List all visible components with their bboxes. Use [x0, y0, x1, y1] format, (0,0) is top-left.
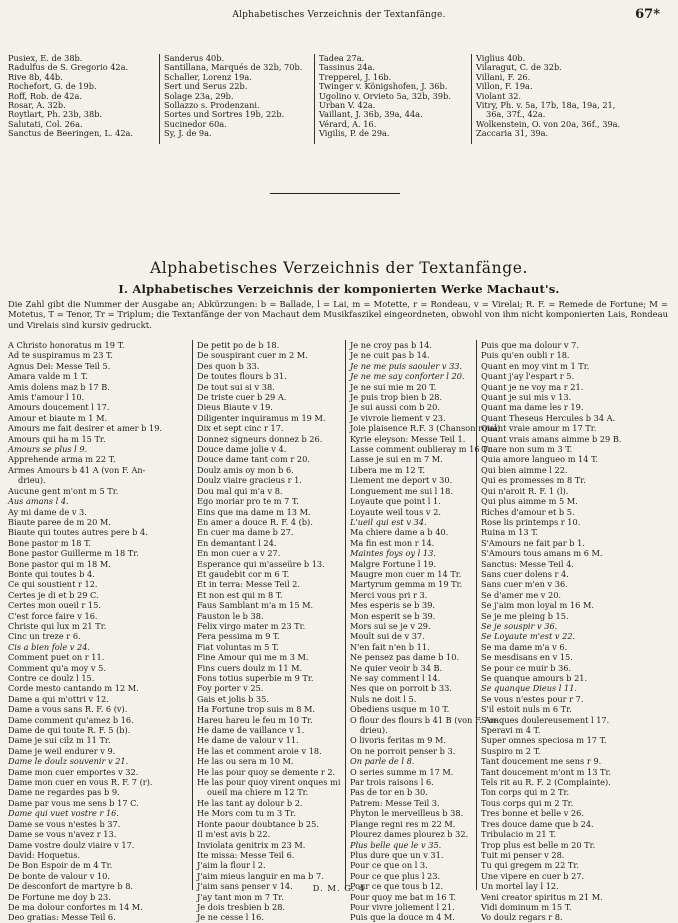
index-entry: Speravi m 4 T.	[481, 725, 541, 736]
index-entry: Wolkenstein, O. von 20a, 36f., 39a.	[476, 118, 621, 129]
index-entry: Solage 23a, 29b.	[164, 90, 234, 101]
index-entry: He las ou sera m 10 M.	[197, 756, 294, 767]
index-entry: Moult sui de v 37.	[350, 631, 425, 642]
composer-index-column-3	[314, 54, 471, 144]
index-entry: Amis t'amour l 10.	[8, 392, 85, 403]
index-entry: Martyrum gemma m 19 Tr.	[350, 579, 463, 590]
index-entry: Certes je di et b 29 C.	[8, 589, 99, 600]
index-entry: Bonte qui toutes b 4.	[8, 568, 95, 579]
index-entry: Ego moriar pro te m 7 T.	[197, 496, 299, 507]
index-entry: Je puis trop bien b 28.	[350, 392, 443, 403]
index-entry: Maugre mon cuer m 14 Tr.	[350, 568, 462, 579]
index-entry: Villon, F. 19a.	[476, 81, 533, 92]
index-entry: Quant je ne voy ma r 21.	[481, 381, 584, 392]
index-entry: O series summe m 17 M.	[350, 766, 454, 777]
index-entry: Liement me deport v 30.	[350, 475, 453, 486]
printer-signature: D. M. G. 4	[312, 883, 366, 893]
index-entry: Bone pastor Guillerme m 18 Tr.	[8, 548, 139, 559]
index-entry: Ne say comment l 14.	[350, 673, 441, 683]
index-entry: Qui n'aroit R. F. 1 (l).	[481, 485, 569, 496]
index-entry: On ne porroit penser b 3.	[350, 745, 456, 756]
index-entry: Felix virgo mater m 23 Tr.	[197, 620, 306, 631]
index-entry: Quant vrais amans aimme b 29 B.	[481, 433, 622, 444]
index-entry: Super omnes speciosa m 17 T.	[481, 735, 607, 746]
index-entry: Tribulacio m 21 T.	[481, 829, 556, 840]
index-entry: S'Amours tous amans m 6 M.	[481, 548, 603, 559]
index-entry: Se pour ce muir b 36.	[481, 662, 572, 673]
index-entry: Se vous n'estes pour r 7.	[481, 693, 584, 704]
index-entry: Plange regni res m 22 M.	[350, 818, 456, 829]
index-entry: Et non est qui m 8 T.	[197, 589, 283, 600]
index-entry: Biaute qui toutes autres pere b 4.	[8, 527, 148, 538]
index-entry: Christe qui lux m 21 Tr.	[8, 620, 107, 631]
index-entry: En demantant l 24.	[197, 537, 277, 548]
index-entry: Puis que la douce m 4 M.	[350, 912, 455, 923]
index-entry: Phyton le merveilleus b 38.	[350, 808, 464, 819]
index-entry: Rose lis printemps r 10.	[481, 516, 581, 527]
index-entry: Doulz viaire gracieus r 1.	[197, 475, 302, 486]
index-entry: Mes esperis se b 39.	[350, 600, 436, 611]
index-entry: J'aim la flour l 2.	[197, 860, 266, 871]
index-entry: Pour quoy me bat m 16 T.	[350, 891, 457, 902]
index-entry: Quant ma dame les r 19.	[481, 402, 584, 413]
index-entry: Pour ce que on l 3.	[350, 860, 428, 871]
index-entry: Dame je sui cilz m 11 Tr.	[8, 735, 111, 746]
index-entry: Se mesdisans en v 15.	[481, 652, 573, 663]
index-entry: Un mortel lay l 12.	[481, 881, 559, 892]
index-entry: Sy, J. de 9a.	[164, 128, 212, 139]
index-entry-continuation: drieu).	[360, 725, 388, 736]
index-entry: Libera me m 12 T.	[350, 464, 425, 475]
index-entry: N'en fait n'en b 11.	[350, 641, 430, 652]
index-entry: Villani, F. 26.	[476, 71, 531, 82]
index-entry: Roytlart, Ph. 23b, 38b.	[8, 109, 103, 120]
index-entry: Des quon b 33.	[197, 360, 260, 371]
index-entry: Vaillant, J. 36b, 39a, 44a.	[319, 109, 423, 120]
index-entry: Pour ce que plus l 23.	[350, 870, 441, 881]
index-entry: Ad te suspiramus m 23 T.	[8, 350, 113, 361]
index-entry: Nuls ne doit l 5.	[350, 693, 417, 704]
index-entry: Je ne cuit pas b 14.	[350, 350, 430, 361]
index-entry: Ce qui soustient r 12.	[8, 579, 98, 590]
index-entry: Veni creator spiritus m 21 M.	[481, 891, 603, 902]
index-entry: Se Loyaute m'est v 22.	[481, 631, 576, 642]
index-entry: Ne quier veoir b 34 B.	[350, 662, 443, 673]
index-entry: Bone pastor qui m 18 M.	[8, 558, 111, 569]
index-entry: Longuement me sui l 18.	[350, 485, 453, 496]
index-entry: J'aim mieus languir en ma b 7.	[197, 870, 324, 881]
index-entry: Sanctus: Messe Teil 4.	[481, 558, 574, 569]
index-entry: Dix et sept cinc r 17.	[197, 423, 284, 434]
index-entry: Qui bien aimme l 22.	[481, 464, 568, 475]
index-entry-continuation: drieu).	[18, 475, 46, 486]
index-entry: Quare non sum m 3 T.	[481, 444, 573, 455]
index-entry: Je ne sui mie m 20 T.	[350, 381, 437, 392]
index-entry: He las pour quoy se demente r 2.	[197, 766, 336, 777]
index-entry: Dame ne regardes pas b 9.	[8, 787, 120, 798]
index-entry: Tels rit au R. F. 2 (Complainte).	[481, 777, 611, 788]
index-entry: Je vivroie liement v 23.	[350, 412, 446, 423]
index-entry: Tadea 27a.	[319, 53, 365, 63]
composer-index-column-4	[471, 54, 666, 144]
index-entry: Radulfus de S. Gregorio 42a.	[8, 62, 129, 73]
index-entry: Bone pastor m 18 T.	[8, 537, 91, 548]
index-entry: Dame de qui toute R. F. 5 (b).	[8, 725, 131, 736]
index-entry: Ugolino v. Orvieto 5a, 32b, 39b.	[319, 90, 451, 101]
index-entry: Contre ce doulz l 15.	[8, 673, 95, 683]
index-entry: Se quanque amours b 21.	[481, 673, 588, 683]
index-entry: Armes Amours b 41 A (von F. An-	[8, 464, 146, 475]
index-entry-continuation: 36a, 37f., 42a.	[486, 109, 546, 120]
index-entry: Tous corps qui m 2 Tr.	[481, 797, 574, 808]
index-entry: O livoris feritas m 9 M.	[350, 735, 446, 746]
index-entry: Ton corps qui m 2 Tr.	[481, 787, 570, 798]
index-entry: Quant je sui mis v 13.	[481, 392, 572, 403]
index-entry: Douce dame tant com r 20.	[197, 454, 310, 465]
composer-index-column-2	[159, 54, 314, 144]
index-entry: A Christo honoratus m 19 T.	[8, 340, 125, 350]
index-entry: David: Hoquetus.	[8, 849, 81, 860]
index-entry: Amours me fait desirer et amer b 19.	[8, 423, 163, 434]
index-entry: Et gaudebit cor m 6 T.	[197, 568, 290, 579]
index-entry: Dame mon cuer emportes v 32.	[8, 766, 139, 777]
index-entry: Quant j'ay l'espart r 5.	[481, 371, 575, 382]
index-entry: Trepperel, J. 16b.	[319, 71, 392, 82]
index-entry: Amis dolens maz b 17 B.	[8, 381, 110, 392]
index-entry: Urban V. 42a.	[319, 99, 376, 110]
index-entry: Vérard, A. 16.	[319, 118, 377, 129]
index-entry: Dame se vous n'estes b 37.	[8, 818, 121, 829]
index-entry: S'Amours ne fait par b 1.	[481, 537, 585, 548]
index-entry: He dame de vaillance v 1.	[197, 725, 305, 736]
index-entry: Amours qui ha m 15 Tr.	[8, 433, 106, 444]
index-entry: J'ay tant mon m 7 Tr.	[197, 891, 284, 902]
index-entry: Pour vivre joliement l 21.	[350, 901, 455, 912]
index-entry: Tu qui gregem m 22 Tr.	[481, 860, 579, 871]
index-entry: Diligenter inquiramus m 19 M.	[197, 412, 326, 423]
index-entry: Faus Samblant m'a m 15 M.	[197, 600, 314, 611]
index-entry: Et in terra: Messe Teil 2.	[197, 579, 300, 590]
index-entry: Trop plus est belle m 20 Tr.	[481, 839, 596, 850]
index-entry: Esperance qui m'asseüre b 13.	[197, 558, 325, 569]
index-entry: Ma chiere dame a b 40.	[350, 527, 449, 538]
index-entry: Je dois tresbien b 28.	[197, 901, 286, 912]
index-entry: Merci vous pri r 3.	[350, 589, 428, 600]
index-entry: Mon esperit se b 39.	[350, 610, 436, 621]
index-entry: De petit po de b 18.	[197, 340, 280, 350]
index-entry: De Bon Espoir de m 4 Tr.	[8, 860, 113, 871]
index-entry: Biaute paree de m 20 M.	[8, 516, 111, 527]
index-entry: Zaccaria 31, 39a.	[476, 128, 549, 139]
index-entry: S'onques doulereusement l 17.	[481, 714, 610, 725]
index-entry: De toutes flours b 31.	[197, 371, 287, 382]
index-entry: Mors sui se je v 29.	[350, 620, 431, 631]
intro-paragraph: Die Zahl gibt die Nummer der Ausgabe an; Abkürzungen: b = Ballade, l = Lai, m = Motette, r = Rondeau, v = Virelai; R. F. = Remede de Fortune; M = Motetus, T = Tenor, Tr = Triplum; die Textanfänge der von Machaut dem Musikfaszikel eingeordneten, obwohl von ihm nicht komponierten Lais, Rondeau und Virelais sind kursiv gedruckt.	[8, 299, 668, 330]
index-entry: Corde mesto cantando m 12 M.	[8, 683, 139, 694]
index-entry: Fins cuers doulz m 11 M.	[197, 662, 303, 673]
index-entry: He dame de valour v 11.	[197, 735, 299, 746]
index-entry: Agnus Dei: Messe Teil 5.	[8, 360, 111, 371]
index-entry: Ha Fortune trop suis m 8 M.	[197, 704, 316, 715]
index-entry: Deo gratias: Messe Teil 6.	[8, 912, 116, 923]
index-entry: Kyrie eleyson: Messe Teil 1.	[350, 433, 466, 444]
index-entry: Doulz amis oy mon b 6.	[197, 464, 294, 475]
index-entry: Dame le doulz souvenir v 21.	[8, 756, 129, 767]
index-entry: De bonte de valour v 10.	[8, 870, 110, 881]
index-entry: Tassinus 24a.	[319, 62, 375, 73]
index-entry: Donnez signeurs donnez b 26.	[197, 433, 323, 444]
index-entry: Qui es promesses m 8 Tr.	[481, 475, 586, 486]
index-entry: Puis que ma dolour v 7.	[481, 340, 579, 350]
index-entry: Tant doucement me sens r 9.	[481, 756, 602, 767]
index-entry: Je sui aussi com b 20.	[350, 402, 440, 413]
index-entry: Sucinedor 60a.	[164, 118, 227, 129]
index-entry: Rosar, A. 32b.	[8, 99, 66, 110]
section-divider	[270, 193, 400, 194]
index-entry: Dame vostre doulz viaire v 17.	[8, 839, 135, 850]
index-entry: Se je me pleing b 15.	[481, 610, 569, 621]
index-entry: Une vipere en cuer b 27.	[481, 870, 585, 881]
index-entry: Dame par vous me sens b 17 C.	[8, 797, 139, 808]
index-entry: Vitry, Ph. v. 5a, 17b, 18a, 19a, 21,	[476, 99, 616, 110]
index-entry: Pour ce que tous b 12.	[350, 881, 444, 892]
index-entry: Vigilis, P. de 29a.	[319, 128, 390, 139]
index-entry: Comment puet on r 11.	[8, 652, 105, 663]
index-entry: L'ueil qui est v 34.	[350, 516, 427, 527]
index-entry: Plourez dames plourez b 32.	[350, 829, 469, 840]
index-entry: C'est force faire v 16.	[8, 610, 98, 621]
index-entry: Loyaute que point l 1.	[350, 496, 441, 507]
index-entry: Douce dame jolie v 4.	[197, 444, 287, 455]
index-entry: J'aim sans penser v 14.	[197, 881, 293, 892]
section-title: I. Alphabetisches Verzeichnis der komponierten Werke Machaut's.	[118, 282, 560, 296]
index-entry: Viglius 40b.	[476, 53, 526, 63]
index-entry: En cuer ma dame b 27.	[197, 527, 294, 538]
index-entry: Sert und Serus 22b.	[164, 81, 248, 92]
index-entry: Cis a bien fole v 24.	[8, 641, 91, 652]
index-entry: Ay mi dame de v 3.	[8, 506, 87, 517]
index-entry: Vidi dominum m 15 T.	[481, 901, 572, 912]
index-entry: Se d'amer me v 20.	[481, 589, 562, 600]
index-entry: Nes que on porroit b 33.	[350, 683, 452, 694]
index-entry: Eins que ma dame m 13 M.	[197, 506, 311, 517]
incipit-column-1	[8, 340, 163, 923]
index-entry: Amour et biaute m 1 M.	[8, 412, 108, 423]
index-entry: Plus belle que le v 35.	[350, 839, 442, 850]
index-entry: Twinger v. Königshofen, J. 36b.	[319, 81, 448, 92]
index-entry: Comment qu'a moy v 5.	[8, 662, 106, 673]
index-entry: Il m'est avis b 22.	[197, 829, 271, 840]
index-entry: On parle de l 8.	[350, 756, 415, 767]
index-entry: Se quanque Dieus l 11.	[481, 683, 578, 694]
index-entry: Foy porter v 25.	[197, 683, 264, 694]
index-entry: Pas de tor en b 30.	[350, 787, 428, 798]
index-entry: Sanderus 40b.	[164, 53, 225, 63]
index-entry: Inviolata genitrix m 23 M.	[197, 839, 306, 850]
index-entry: Malgre Fortune l 19.	[350, 558, 437, 569]
index-entry: He Mors com tu m 3 Tr.	[197, 808, 296, 819]
running-header: Alphabetisches Verzeichnis der Textanfänge.	[232, 10, 446, 20]
index-entry: Je ne me say conforter l 20.	[350, 371, 465, 382]
index-entry: Vilaragut, C. de 32b.	[476, 62, 562, 73]
index-entry: Fera pessima m 9 T.	[197, 631, 280, 642]
index-entry: Suspiro m 2 T.	[481, 745, 541, 756]
index-entry: Violant 32.	[476, 90, 522, 101]
index-entry: Gais et jolis b 35.	[197, 693, 269, 704]
index-entry: Par trois raisons l 6.	[350, 777, 434, 788]
index-entry: Quant vraie amour m 17 Tr.	[481, 423, 597, 434]
index-entry: Apprehende arma m 22 T.	[8, 454, 116, 465]
index-entry: Honte paour doubtance b 25.	[197, 818, 319, 829]
index-entry: Tres douce dame que b 24.	[481, 818, 594, 829]
index-entry: Rochefort, G. de 19b.	[8, 81, 97, 92]
index-entry: Dame a qui m'ottri v 12.	[8, 693, 109, 704]
index-entry: Rive 8b, 44b.	[8, 71, 63, 82]
index-entry: Sans cuer m'en v 36.	[481, 579, 568, 590]
index-entry: Tuit mi penser v 28.	[481, 849, 565, 860]
index-entry: Certes mon oueil r 15.	[8, 600, 101, 611]
index-entry: De souspirant cuer m 2 M.	[197, 350, 308, 361]
index-entry: Je ne croy pas b 14.	[350, 340, 432, 350]
index-entry: Plus dure que un v 31.	[350, 849, 444, 860]
index-entry: Sollazzo s. Prodenzani.	[164, 99, 260, 110]
index-entry: Salutati, Col. 26a.	[8, 118, 83, 129]
index-entry: Roff, Rob. de 42a.	[8, 90, 82, 101]
index-entry: Maintes foys oy l 13.	[350, 548, 436, 559]
index-entry: Ruina m 13 T.	[481, 527, 539, 538]
index-entry: Amours doucement l 17.	[8, 402, 110, 413]
index-entry: Se ma dame m'a v 6.	[481, 641, 568, 652]
index-entry: Dame comment qu'amez b 16.	[8, 714, 134, 725]
index-entry: Santillana, Marqués de 32b, 70b.	[164, 62, 303, 73]
index-entry: Je ne me puis saouler v 33.	[350, 360, 463, 371]
index-entry: Pusiex, E. de 38b.	[8, 53, 83, 63]
index-entry: Dieus Biaute v 19.	[197, 402, 273, 413]
index-entry: Je ne cesse l 16.	[197, 912, 264, 923]
index-entry: Quant en moy vint m 1 Tr.	[481, 360, 590, 371]
index-entry: Sortes und Sortres 19b, 22b.	[164, 109, 285, 120]
index-entry: Schaller, Lorenz 19a.	[164, 71, 252, 82]
index-entry: Dame je weil endurer v 9.	[8, 745, 116, 756]
index-entry: Quant Theseus Hercules b 34 A.	[481, 412, 616, 423]
index-entry: Fauston le b 38.	[197, 610, 264, 621]
index-entry: Puis qu'en oubli r 18.	[481, 350, 570, 361]
index-entry: O flour des flours b 41 B (von F. An-	[350, 714, 499, 725]
index-entry: Lasse je sui en m 7 M.	[350, 454, 443, 465]
index-entry: Dame se vous n'avez r 13.	[8, 829, 117, 840]
page-number: 67*	[635, 7, 660, 22]
index-entry: Fiat voluntas m 5 T.	[197, 641, 279, 652]
index-entry: Se j'aim mon loyal m 16 M.	[481, 600, 594, 611]
index-entry: Patrem: Messe Teil 3.	[350, 797, 440, 808]
index-entry: Dame qui vuet vostre r 16.	[8, 808, 119, 819]
index-entry: Vo doulz regars r 8.	[481, 912, 563, 923]
index-entry: En amer a douce R. F. 4 (b).	[197, 516, 313, 527]
index-entry: S'il estoit nuls m 6 Tr.	[481, 704, 572, 715]
index-entry: De triste cuer b 29 A.	[197, 392, 287, 403]
index-entry: De desconfort de martyre b 8.	[8, 881, 134, 892]
index-entry: Cinc un treze r 6.	[8, 631, 81, 642]
index-entry: De Fortune me doy b 23.	[8, 891, 111, 902]
index-entry: Se je souspir v 36.	[481, 620, 558, 631]
index-entry: Ite missa: Messe Teil 6.	[197, 849, 295, 860]
composer-index-column-1	[8, 54, 158, 144]
index-entry: Ma fin est mon r 14.	[350, 537, 435, 548]
index-entry: He las et comment aroie v 18.	[197, 745, 322, 756]
main-title: Alphabetisches Verzeichnis der Textanfänge.	[149, 259, 529, 277]
incipit-column-3	[345, 340, 503, 923]
index-entry: Aucune gent m'ont m 5 Tr.	[8, 485, 119, 496]
index-entry: Qui plus aimme m 5 M.	[481, 496, 578, 507]
index-entry: Fine Amour qui me m 3 M.	[197, 652, 309, 663]
index-entry: Amara valde m 1 T.	[8, 371, 88, 382]
index-entry: Obediens usque m 10 T.	[350, 704, 450, 715]
index-entry: Riches d'amour et b 5.	[481, 506, 575, 517]
index-entry: Loyaute weil tous v 2.	[350, 506, 441, 517]
index-entry: Dou mal qui m'a v 8.	[197, 485, 283, 496]
index-entry: Joie plaisence R.F. 3 (Chanson roial).	[350, 423, 503, 434]
index-entry: Dame mon cuer en vous R. F. 7 (r).	[8, 777, 153, 788]
index-entry: Fons totius superbie m 9 Tr.	[197, 673, 314, 683]
index-entry: Tant doucement m'ont m 13 Tr.	[481, 766, 612, 777]
index-entry: He las pour quoy virent onques mi	[197, 777, 341, 788]
index-entry: He las tant ay dolour b 2.	[197, 797, 303, 808]
index-entry: Ne pensez pas dame b 10.	[350, 652, 460, 663]
index-entry: Tres bonne et belle v 26.	[481, 808, 584, 819]
index-entry: Sanctus de Beeringen, L. 42a.	[8, 128, 134, 139]
index-entry: De ma dolour confortes m 14 M.	[8, 901, 143, 912]
index-entry: En mon cuer a v 27.	[197, 548, 281, 559]
index-entry: Amours se plus l 9.	[8, 444, 88, 455]
index-entry: Dame a vous sans R. F. 6 (v).	[8, 704, 128, 715]
index-entry-continuation: oueil ma chiere m 12 Tr.	[207, 787, 309, 798]
index-entry: Quia amore langueo m 14 T.	[481, 454, 598, 465]
index-entry: Sans cuer dolens r 4.	[481, 568, 569, 579]
index-entry: Aus amans l 4.	[8, 496, 69, 507]
index-entry: De tout sui si v 38.	[197, 381, 275, 392]
index-entry: Hareu hareu le feu m 10 Tr.	[197, 714, 313, 725]
index-entry: Lasse comment oublieray m 16 Tr.	[350, 444, 494, 455]
incipit-column-4	[476, 340, 661, 923]
